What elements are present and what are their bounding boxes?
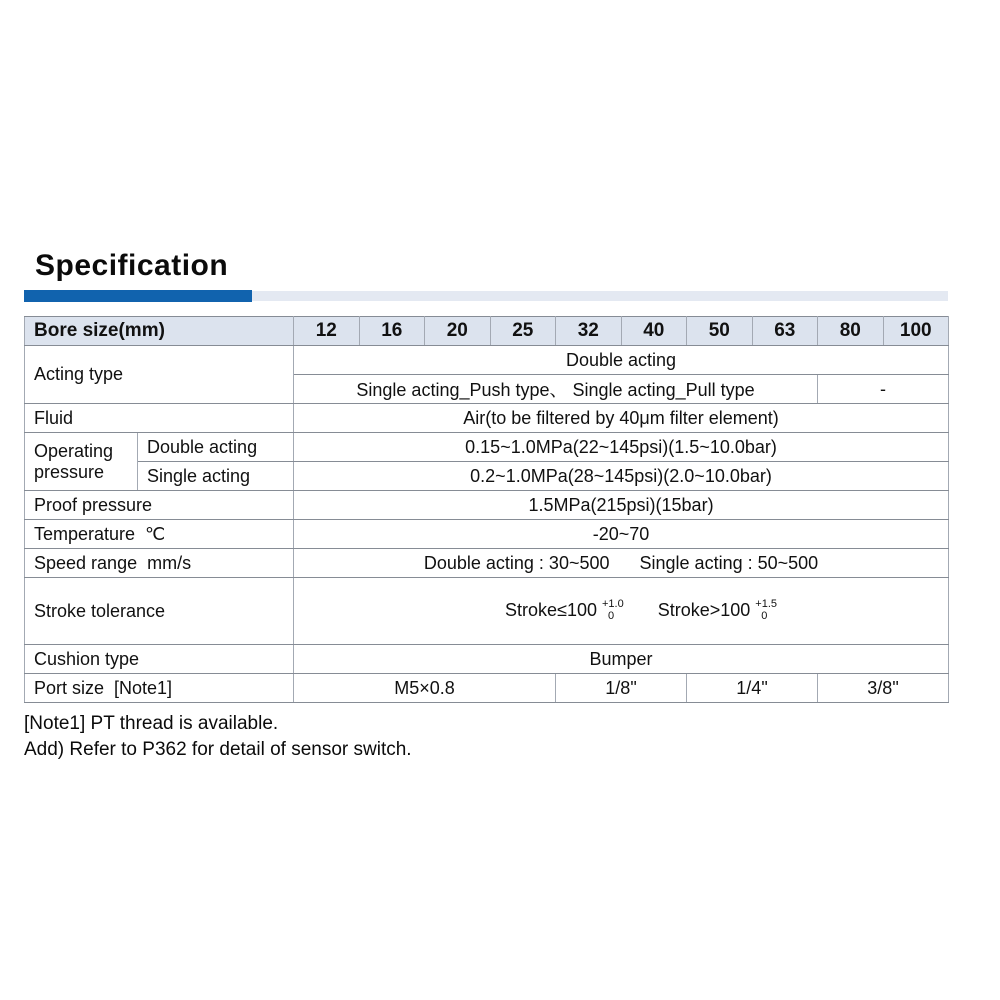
operating-pressure-double-label: Double acting (138, 433, 294, 462)
cushion-type-row (25, 645, 949, 674)
bore-col-32: 32 (556, 317, 622, 346)
temperature-row (25, 520, 949, 549)
acting-type-single-value: Single acting_Push type、 Single acting_Pull type (294, 375, 818, 404)
stroke-tolerance-label: Stroke tolerance (25, 578, 294, 645)
title-underline (24, 290, 948, 302)
table-header-row (25, 317, 949, 346)
bore-col-100: 100 (883, 317, 949, 346)
stroke-tolerance-value (294, 578, 949, 645)
stroke-tolerance-le100: Stroke≤100 +1.0 0 (505, 598, 624, 623)
bore-col-25: 25 (490, 317, 556, 346)
speed-range-row (25, 549, 949, 578)
fluid-row (25, 404, 949, 433)
port-size-1-8: 1/8" (556, 674, 687, 703)
bore-size-header: Bore size(mm) (25, 317, 294, 346)
footnotes (24, 711, 948, 763)
speed-range-single: Single acting : 50~500 (639, 552, 819, 573)
specification-section (24, 249, 948, 763)
bore-col-16: 16 (359, 317, 425, 346)
operating-pressure-single-label: Single acting (138, 462, 294, 491)
operating-pressure-row-single (25, 462, 949, 491)
bore-col-20: 20 (425, 317, 491, 346)
port-size-3-8: 3/8" (818, 674, 949, 703)
bore-col-12: 12 (294, 317, 360, 346)
bore-col-80: 80 (818, 317, 884, 346)
bore-col-63: 63 (752, 317, 818, 346)
specification-table (24, 316, 949, 703)
acting-type-double-value: Double acting (294, 346, 949, 375)
operating-pressure-double-value: 0.15~1.0MPa(22~145psi)(1.5~10.0bar) (294, 433, 949, 462)
acting-type-row-double (25, 346, 949, 375)
title-underline-light-bar (252, 291, 948, 301)
cushion-type-value: Bumper (294, 645, 949, 674)
speed-range-label: Speed range mm/s (25, 549, 294, 578)
port-size-m5: M5×0.8 (294, 674, 556, 703)
bore-col-40: 40 (621, 317, 687, 346)
stroke-tolerance-gt100: Stroke>100 +1.5 0 (657, 598, 777, 623)
operating-pressure-label: Operating pressure (25, 433, 138, 491)
footnote-2: Add) Refer to P362 for detail of sensor switch. (24, 739, 412, 761)
proof-pressure-row (25, 491, 949, 520)
tolerance-stack: +1.5 0 (755, 598, 777, 623)
temperature-label: Temperature ℃ (25, 520, 294, 549)
page-title: Specification (35, 249, 229, 282)
fluid-label: Fluid (25, 404, 294, 433)
port-size-row (25, 674, 949, 703)
stroke-tolerance-row (25, 578, 949, 645)
tolerance-stack: +1.0 0 (601, 598, 624, 623)
acting-type-single-na: - (818, 375, 949, 404)
acting-type-label: Acting type (25, 346, 294, 404)
port-size-label: Port size [Note1] (25, 674, 294, 703)
title-underline-blue-bar (24, 290, 252, 302)
footnote-1: [Note1] PT thread is available. (24, 713, 279, 735)
operating-pressure-row-double (25, 433, 949, 462)
fluid-value: Air(to be filtered by 40μm filter element) (294, 404, 949, 433)
speed-range-value (294, 549, 949, 578)
proof-pressure-label: Proof pressure (25, 491, 294, 520)
cushion-type-label: Cushion type (25, 645, 294, 674)
temperature-value: -20~70 (294, 520, 949, 549)
operating-pressure-single-value: 0.2~1.0MPa(28~145psi)(2.0~10.0bar) (294, 462, 949, 491)
bore-col-50: 50 (687, 317, 753, 346)
port-size-1-4: 1/4" (687, 674, 818, 703)
speed-range-double: Double acting : 30~500 (423, 552, 610, 573)
proof-pressure-value: 1.5MPa(215psi)(15bar) (294, 491, 949, 520)
